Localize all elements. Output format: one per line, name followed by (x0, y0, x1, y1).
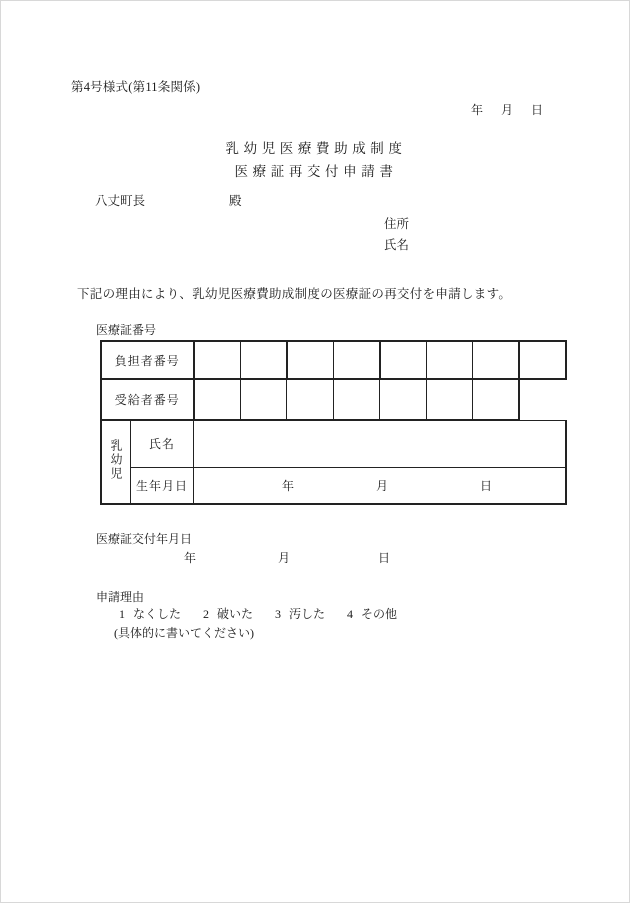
payer-number-cell-8[interactable] (519, 341, 566, 379)
infant-birthdate-value[interactable] (194, 467, 566, 504)
title-line-2: 医療証再交付申請書 (234, 164, 398, 179)
issue-date-day: 日 (378, 551, 391, 565)
infant-birthdate-label: 生年月日 (131, 467, 194, 504)
recipient-number-label: 受給者番号 (101, 379, 194, 420)
infant-birth-year: 年 (282, 478, 295, 493)
header-date-year: 年 (471, 103, 484, 117)
infant-birth-day: 日 (480, 478, 493, 493)
reason-option-1[interactable] (119, 607, 181, 621)
issue-date-line[interactable] (184, 549, 390, 566)
table-row-recipient-number (101, 379, 566, 420)
issue-date-year: 年 (184, 551, 197, 565)
reason-option-2[interactable] (203, 607, 253, 621)
title-line-1: 乳幼児医療費助成制度 (225, 141, 407, 156)
reason-option-4[interactable] (347, 607, 397, 621)
payer-number-cell-6[interactable] (426, 341, 472, 379)
reason-option-3[interactable] (275, 607, 325, 621)
addressee-honorific: 殿 (229, 194, 242, 208)
infant-group-label-text: 乳幼児 (109, 439, 123, 481)
payer-number-cell-3[interactable] (287, 341, 334, 379)
recipient-number-cell-4[interactable] (333, 379, 380, 420)
payer-number-cell-1[interactable] (194, 341, 241, 379)
reason-option-4-number: 4 (347, 607, 354, 621)
header-date-month: 月 (501, 103, 514, 117)
recipient-number-cell-2[interactable] (240, 379, 287, 420)
reason-option-3-label: 汚した (289, 607, 326, 621)
reason-options (119, 605, 397, 622)
applicant-fields (384, 214, 409, 256)
reason-option-2-label: 破いた (217, 607, 254, 621)
addressee-name: 八丈町長 (95, 194, 146, 208)
issue-date-month: 月 (278, 551, 291, 565)
header-date-line (471, 101, 543, 118)
document-title (1, 137, 630, 183)
infant-name-value[interactable] (194, 420, 566, 467)
addressee-line (95, 191, 242, 209)
payer-number-cell-4[interactable] (333, 341, 380, 379)
infant-group-label (101, 420, 131, 504)
table-row-infant-name (101, 420, 566, 467)
reason-option-4-label: その他 (361, 607, 398, 621)
form-number: 第4号様式(第11条関係) (71, 80, 201, 94)
payer-number-cell-2[interactable] (240, 341, 287, 379)
reason-option-1-number: 1 (119, 607, 125, 621)
reason-note: (具体的に書いてください) (114, 626, 254, 640)
recipient-number-cell-3[interactable] (287, 379, 334, 420)
recipient-number-cell-5[interactable] (380, 379, 427, 420)
issue-date-caption: 医療証交付年月日 (96, 532, 193, 546)
payer-number-cell-5[interactable] (380, 341, 427, 379)
reason-option-1-label: なくした (133, 607, 182, 621)
main-form-table (100, 340, 567, 505)
recipient-number-cell-7[interactable] (472, 379, 519, 420)
certificate-number-caption: 医療証番号 (96, 323, 157, 337)
applicant-name-label: 氏名 (384, 238, 410, 252)
reason-option-3-number: 3 (275, 607, 282, 621)
request-statement: 下記の理由により、乳幼児医療費助成制度の医療証の再交付を申請します。 (77, 287, 512, 301)
reason-caption: 申請理由 (96, 590, 145, 604)
payer-number-cell-7[interactable] (472, 341, 519, 379)
applicant-address-label: 住所 (384, 217, 410, 231)
infant-name-label: 氏名 (131, 420, 194, 467)
infant-birth-month: 月 (376, 478, 389, 493)
payer-number-label: 負担者番号 (101, 341, 194, 379)
recipient-number-cell-1[interactable] (194, 379, 241, 420)
header-date-day: 日 (531, 103, 544, 117)
reason-option-2-number: 2 (203, 607, 210, 621)
table-row-infant-birthdate (101, 467, 566, 504)
table-row-payer-number (101, 341, 566, 379)
recipient-number-cell-6[interactable] (426, 379, 472, 420)
